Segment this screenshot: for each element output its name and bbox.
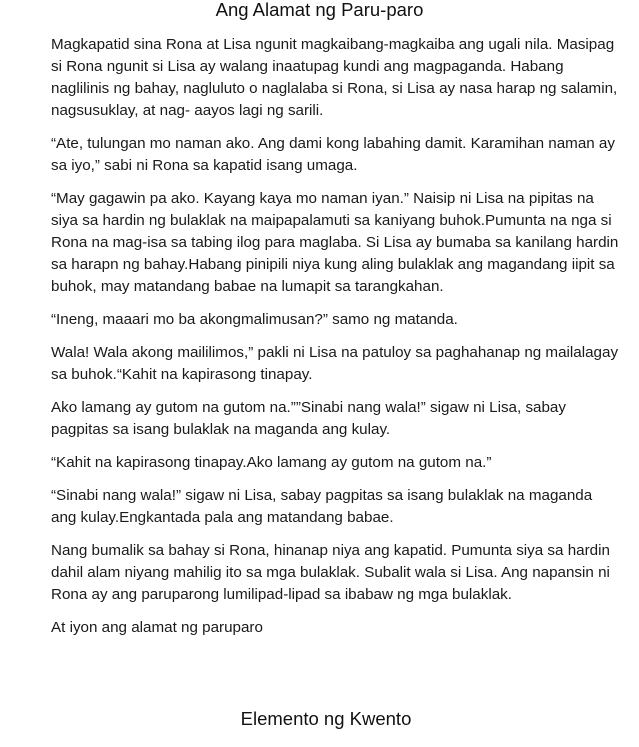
paragraph-4: “Ineng, maaari mo ba akongmalimusan?” samo ng matanda.	[51, 311, 458, 328]
paragraph-6: Ako lamang ay gutom na gutom na.””Sinabi nang wala!” sigaw ni Lisa, sabay pagpitas sa isang bulaklak na maganda ang kulay.	[51, 399, 566, 438]
paragraph-1: Magkapatid sina Rona at Lisa ngunit magkaibang-magkaiba ang ugali nila. Masipag si Rona ngunit si Lisa ay walang inaatupag kundi ang magpaganda. Habang naglilinis ng bahay, nagluluto o naglalaba si Rona, si Lisa ay nasa harap ng salamin, nagsusuklay, at nag- aayos lagi ng sarili.	[51, 36, 618, 119]
paragraph-10: At iyon ang alamat ng paruparo	[51, 619, 263, 636]
section-heading: Elemento ng Kwento	[240, 708, 412, 729]
story-body	[51, 34, 621, 650]
paragraph-8: “Sinabi nang wala!” sigaw ni Lisa, sabay pagpitas sa isang bulaklak na maganda ang kulay.Engkantada pala ang matandang babae.	[51, 487, 593, 526]
paragraph-7: “Kahit na kapirasong tinapay.Ako lamang ay gutom na gutom na.”	[51, 454, 492, 471]
paragraph-5: Wala! Wala akong maililimos,” pakli ni Lisa na patuloy sa paghahanap ng mailalagay sa buhok.“Kahit na kapirasong tinapay.	[51, 344, 619, 383]
paragraph-3: “May gagawin pa ako. Kayang kaya mo naman iyan.” Naisip ni Lisa na pipitas na siya sa hardin ng bulaklak na maipapalamuti sa kaniyang buhok.Pumunta na nga si Rona na mag-isa sa tabing ilog para maglaba. Si Lisa ay bumaba sa kanilang hardin sa harapn ng bahay.Habang pinipili niya kung aling bulaklak ang magandang iipit sa buhok, may matandang babae na lumapit sa tarangkahan.	[51, 190, 619, 295]
paragraph-2: “Ate, tulungan mo naman ako. Ang dami kong labahing damit. Karamihan naman ay sa iyo,” sabi ni Rona sa kapatid isang umaga.	[51, 135, 615, 174]
story-title: Ang Alamat ng Paru-paro	[215, 0, 424, 20]
paragraph-9: Nang bumalik sa bahay si Rona, hinanap niya ang kapatid. Pumunta siya sa hardin dahil alam niyang mahilig ito sa mga bulaklak. Subalit wala si Lisa. Ang napansin ni Rona ay ang paruparong lumilipad-lipad sa ibabaw ng mga bulaklak.	[51, 542, 610, 603]
